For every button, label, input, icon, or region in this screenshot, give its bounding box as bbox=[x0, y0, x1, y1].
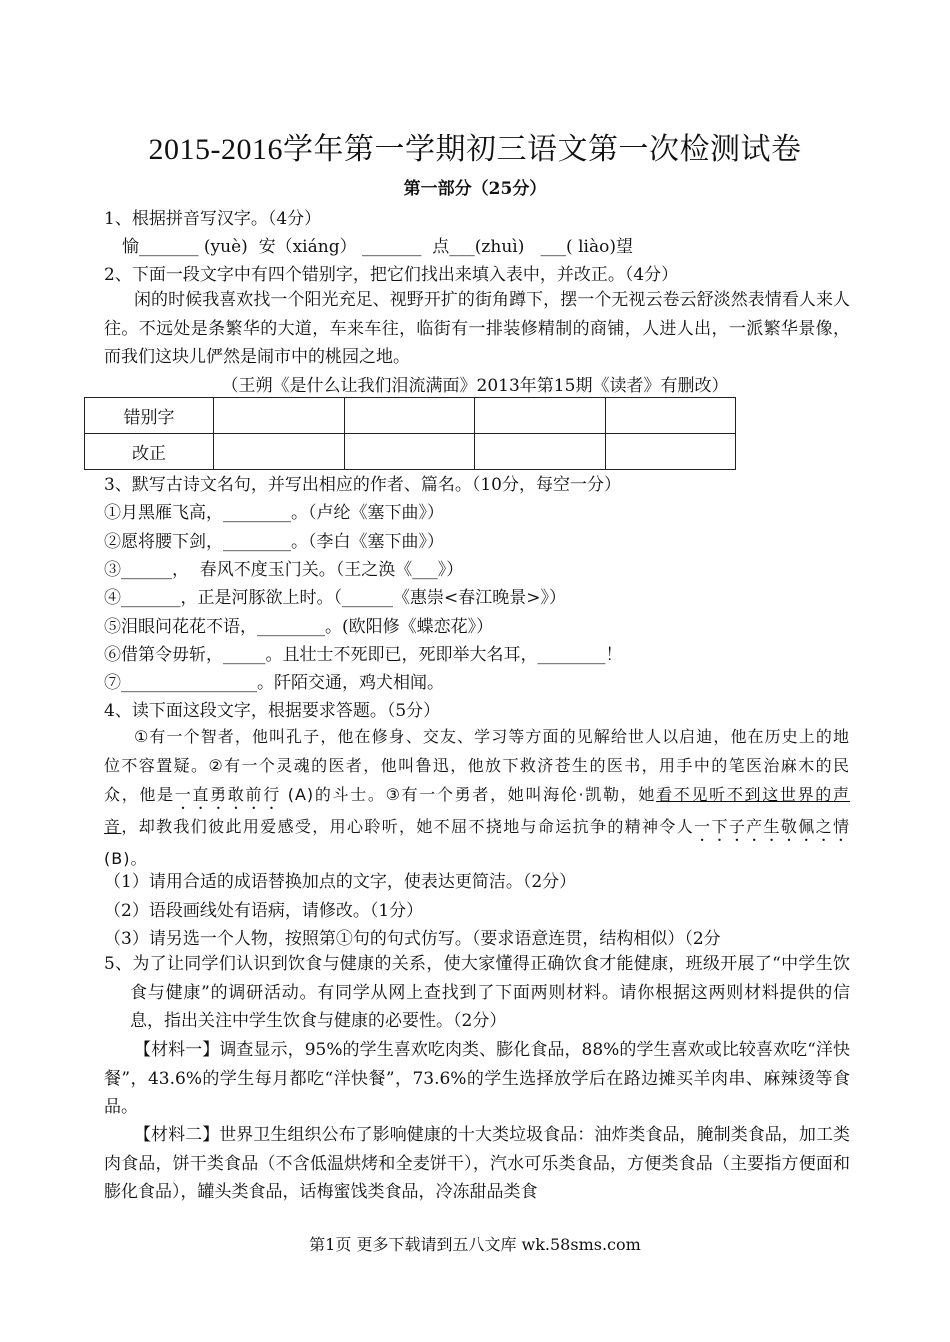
q3-item: ①月黑雁飞高，________。（卢纶《塞下曲》） bbox=[104, 503, 444, 523]
answer-cell[interactable] bbox=[475, 398, 606, 434]
correction-table bbox=[84, 397, 736, 470]
answer-cell[interactable] bbox=[344, 434, 475, 470]
q5-prompt: 5、为了让同学们认识到饮食与健康的关系，使大家懂得正确饮食才能健康，班级开展了“中学生饮食与健康”的调研活动。有同学从网上查找到了下面两则材料。请你根据这两则材料提供的信息，指出关注中学生饮食与健康的必要性。（2分） bbox=[104, 954, 850, 1031]
q3-item: ②愿将腰下剑，________。（李白《塞下曲》） bbox=[104, 532, 444, 552]
table-row-label: 改正 bbox=[85, 434, 214, 470]
answer-cell[interactable] bbox=[605, 434, 736, 470]
q3-item: ⑥借第令毋斩，_____。且壮士不死即已，死即举大名耳，________！ bbox=[104, 645, 623, 665]
q4-text: (A)的斗士。③有一个勇者，她叫海伦·凯勒，她 bbox=[280, 784, 657, 804]
page-title: 2015-2016学年第一学期初三语文第一次检测试卷 bbox=[148, 133, 802, 166]
answer-cell[interactable] bbox=[214, 434, 345, 470]
q4-text: (B)。 bbox=[104, 848, 148, 868]
answer-cell[interactable] bbox=[344, 398, 475, 434]
q2-source: （王朔《是什么让我们泪流满面》2013年第15期《读者》有删改） bbox=[221, 376, 729, 396]
section-heading: 第一部分（25分） bbox=[403, 179, 547, 199]
q3-prompt: 3、默写古诗文名句，并写出相应的作者、篇名。（10分，每空一分） bbox=[104, 475, 621, 495]
page-footer: 第1页 更多下载请到五八文库 wk.58sms.com bbox=[309, 1235, 641, 1254]
q2-prompt: 2、下面一段文字中有四个错别字，把它们找出来填入表中，并改正。（4分） bbox=[104, 265, 679, 285]
q4-sub-question: （3）请另选一个人物，按照第①句的句式仿写。（要求语意连贯，结构相似）（2分 bbox=[104, 929, 721, 949]
q4-sub-question: （1）请用合适的成语替换加点的文字，使表达更简洁。（2分） bbox=[104, 872, 577, 892]
table-row-label: 错别字 bbox=[85, 398, 214, 434]
q4-passage bbox=[104, 723, 850, 873]
q1-prompt: 1、根据拼音写汉字。（4分） bbox=[104, 209, 322, 229]
q4-text: ①有一个智者，他叫孔子，他在修身、交友、学习等方面的见解给世人以启迪，他在历史上的地位不容置疑。②有一个灵魂的医者，他叫鲁迅，他放下救济苍生的医书，用手中的笔医治麻木的民众，他是 bbox=[104, 727, 850, 804]
answer-cell[interactable] bbox=[605, 398, 736, 434]
q4-underlined-phrase: 看不见听不到这世界的声音 bbox=[104, 784, 850, 836]
q4-sub-question: （2）语段画线处有语病，请修改。（1分） bbox=[104, 901, 424, 921]
answer-cell[interactable] bbox=[475, 434, 606, 470]
q3-item: ⑤泪眼问花花不语，________。(欧阳修《蝶恋花》） bbox=[104, 617, 494, 637]
q4-prompt: 4、读下面这段文字，根据要求答题。（5分） bbox=[104, 701, 441, 721]
q3-item: ⑦________________。阡陌交通，鸡犬相闻。 bbox=[104, 673, 444, 693]
q3-item: ④_______，正是河豚欲上时。（______《惠崇<春江晚景>》） bbox=[104, 588, 566, 608]
q2-passage: 闲的时候我喜欢找一个阳光充足、视野开扩的街角蹲下，摆一个无视云卷云舒淡然表情看人来人往。不远处是条繁华的大道，车来车往，临街有一排装修精制的商铺，人进人出，一派繁华景像，而我们这块儿俨然是闹市中的桃园之地。 bbox=[104, 290, 850, 367]
q4-dotted-phrase-a: 一直勇敢前行 bbox=[174, 784, 281, 804]
table-row bbox=[85, 434, 736, 470]
q5-material-one: 【材料一】调查显示，95%的学生喜欢吃肉类、膨化食品，88%的学生喜欢或比较喜欢吃“洋快餐”，43.6%的学生每月都吃“洋快餐”，73.6%的学生选择放学后在路边摊买羊肉串、麻辣烫等食品。 bbox=[104, 1040, 850, 1117]
table-row bbox=[85, 398, 736, 434]
q5-material-two: 【材料二】世界卫生组织公布了影响健康的十大类垃圾食品：油炸类食品，腌制类食品，加工类肉食品，饼干类食品（不含低温烘烤和全麦饼干），汽水可乐类食品，方便类食品（主要指方便面和膨化食品），罐头类食品，话梅蜜饯类食品，冷冻甜品类食 bbox=[104, 1125, 850, 1202]
q4-text: ，却教我们彼此用爱感受，用心聆听，她不屈不挠地与命运抗争的精神令人 bbox=[121, 816, 695, 836]
answer-cell[interactable] bbox=[214, 398, 345, 434]
q3-item: ③______， 春风不度玉门关。（王之涣《___》） bbox=[104, 560, 464, 580]
q4-dotted-phrase-b: 一下子产生敬佩之情 bbox=[694, 816, 850, 836]
q1-pinyin-line: 愉_______ (yuè) 安（xiáng） _______ 点___(zhuì) ___( liào)望 bbox=[122, 237, 633, 257]
